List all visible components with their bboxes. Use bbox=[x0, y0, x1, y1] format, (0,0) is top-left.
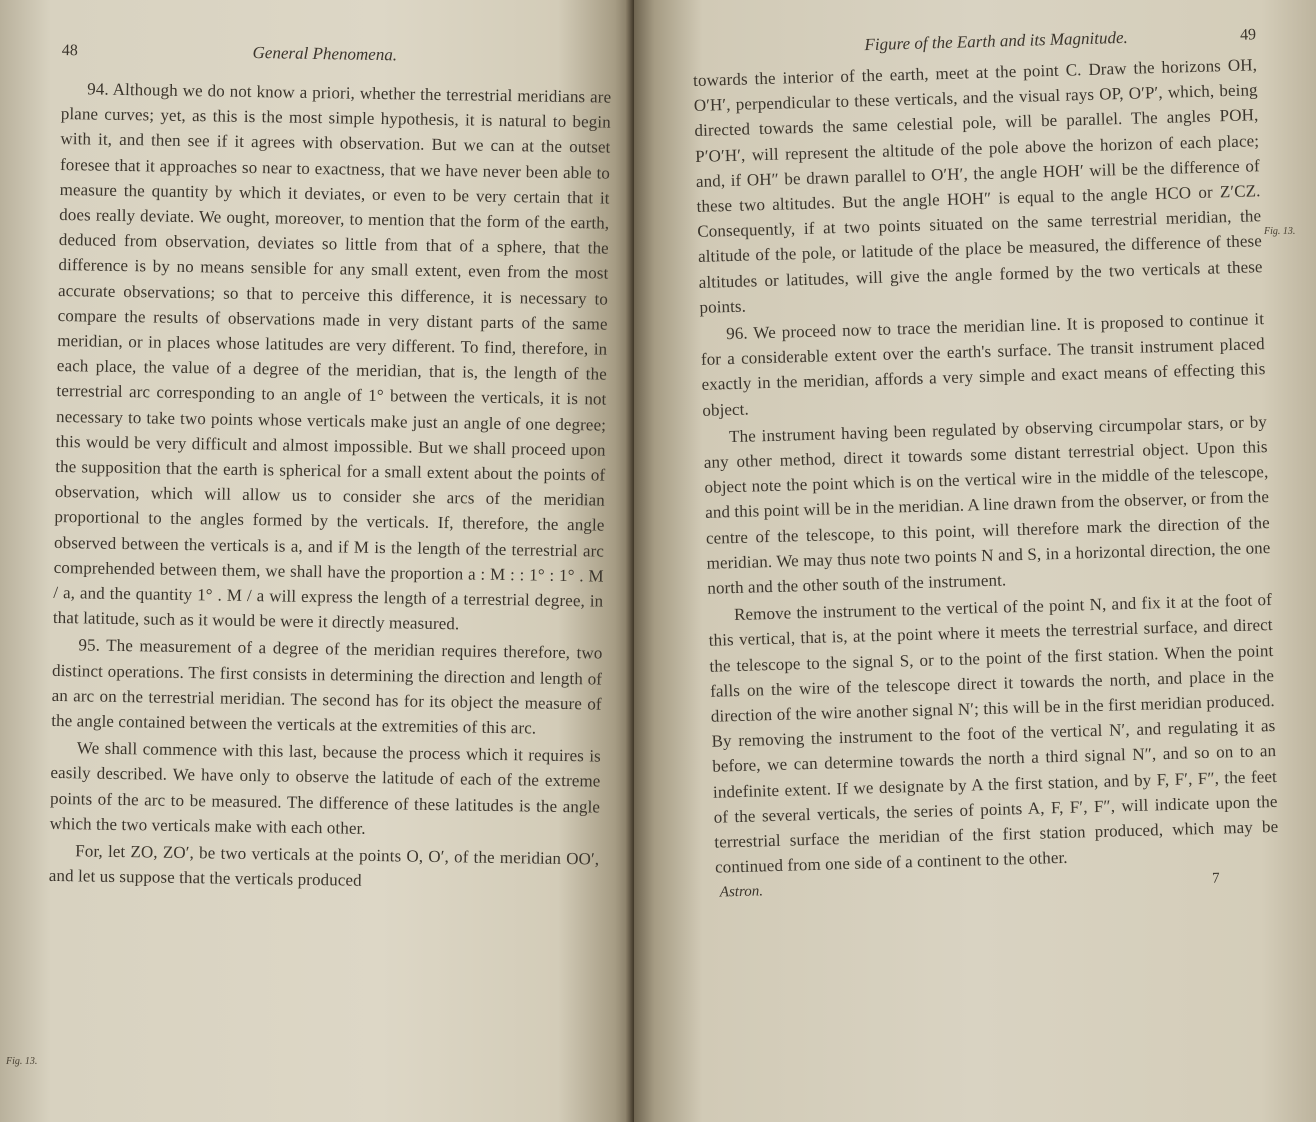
right-running-title: Figure of the Earth and its Magnitude. bbox=[864, 27, 1129, 55]
left-paragraph-latitudes: We shall commence with this last, because the process which it requires is easily described. We have only to observe the latitude of each of the extreme points of the arc to be measured. The difference of these latitudes is the angle which the two verticals make with each other. bbox=[49, 738, 601, 838]
left-paragraph-95: 95. The measurement of a degree of the meridian requires therefore, two distinct operations. The first consists in determining the direction and length of an arc on the terrestrial meridian. The second has for its object the measure of the angle contained between the verticals at the extremities of this arc. bbox=[51, 635, 603, 738]
left-page bbox=[0, 0, 634, 1122]
right-paragraph-96: 96. We proceed now to trace the meridian line. It is proposed to continue it for a considerable extent over the earth's surface. The transit instrument placed exactly in the meridian, affords a very simple and exact means of effecting this object. bbox=[700, 309, 1266, 420]
left-paragraph-94: 94. Although we do not know a priori, whether the terrestrial meridians are plane curves; yet, as this is the most simple hypothesis, it is natural to begin with it, and then see if it agrees with observation. But we can at the outset foresee that it approaches so near to exactness, that we have never been able to measure the quantity by which it deviates, or even to be very certain that it does really deviate. We ought, moreover, to mention that the form of the earth, deduced from observation, deviates so little from that of a sphere, that the difference is by no means sensible for any small extent, even from the most accurate observations; so that to perceive this difference, it is necessary to compare the results of observations made in very distant parts of the same meridian, or in places whose latitudes are very different. To find, therefore, in each place, the value of a degree of the meridian, that is, the length of the terrestrial arc corresponding to an angle of 1° between the verticals, it is not necessary to take two points whose verticals make just an angle of one degree; this would be very difficult and almost impossible. But we shall proceed upon the supposition that the earth is spherical for a small extent about the points of observation, which will allow us to consider she arcs of the meridian proportional to the angles formed by the verticals. If, therefore, the angle observed between the verticals is a, and if M is the length of the terrestrial arc comprehended between them, we shall have the proportion a : M : : 1° : 1° . M / a, and the quantity 1° . M / a will express the length of a terrestrial degree, in that latitude, such as it would be were it directly measured. bbox=[52, 79, 612, 634]
signature-mark: 7 bbox=[1211, 870, 1220, 887]
left-page-number: 48 bbox=[61, 41, 78, 60]
right-paragraph-remove: Remove the instrument to the vertical of the point N, and fix it at the foot of this vertical, that is, at the point where it meets the terrestrial surface, and direct the telescope to the signal S, or to the point of the first station. When the point falls on the wire of the telescope direct it towards the north, and place in the direction of the wire another signal N′; this will be in the first meridian produced. By removing the instrument to the foot of the vertical N′, and regulating it as before, we can determine towards the north a third signal N″, and so on to an indefinite extent. If we designate by A the first station, and by F, F′, F″, the feet of the several verticals, the series of points A, F, F′, F″, will indicate upon the terrestrial surface the meridian of the first station produced, which may be continued from one side of a continent to the other. bbox=[708, 590, 1279, 877]
left-paragraph-verticals: For, let ZO, ZO′, be two verticals at the points O, O′, of the meridian OO′, and let us suppose that the verticals produced bbox=[48, 841, 600, 891]
right-paragraph-instrument: The instrument having been regulated by observing circumpolar stars, or by any other method, direct it towards some distant terrestrial object. Upon this object note the point which is on the vertical wire in the middle of the telescope, and this point will be in the meridian. A line drawn from the observer, or from the centre of the telescope, to this point, will therefore mark the direction of the meridian. We may thus note two points N and S, in a horizontal direction, the one north and the other south of the instrument. bbox=[703, 411, 1271, 598]
right-paragraph-continuation: towards the interior of the earth, meet at the point C. Draw the horizons OH, O′H′, perpendicular to these verticals, and the visual rays OP, O′P′, which, being directed towards the same celestial pole, will be parallel. The angles POH, P′O′H′, will represent the altitude of the pole above the horizon of each place; and, if OH″ be drawn parallel to O′H′, the angle HOH′ will be the difference of these two altitudes. But the angle HOH″ is equal to the angle HCO or Z′CZ. Consequently, if at two points situated on the same terrestrial meridian, the altitude of the pole, or latitude of the place be measured, the difference of these altitudes or latitudes, will give the angle formed by the two verticals at these points. bbox=[692, 55, 1263, 317]
left-page-text bbox=[49, 40, 612, 897]
left-running-title: General Phenomena. bbox=[252, 42, 398, 65]
right-page bbox=[634, 0, 1316, 1122]
left-running-head bbox=[62, 40, 612, 69]
signature-label: Astron. bbox=[719, 882, 764, 901]
right-page-text bbox=[692, 24, 1280, 901]
left-margin-note: Fig. 13. bbox=[6, 1056, 38, 1067]
right-page-number: 49 bbox=[1239, 26, 1257, 44]
right-margin-note: Fig. 13. bbox=[1264, 226, 1296, 237]
